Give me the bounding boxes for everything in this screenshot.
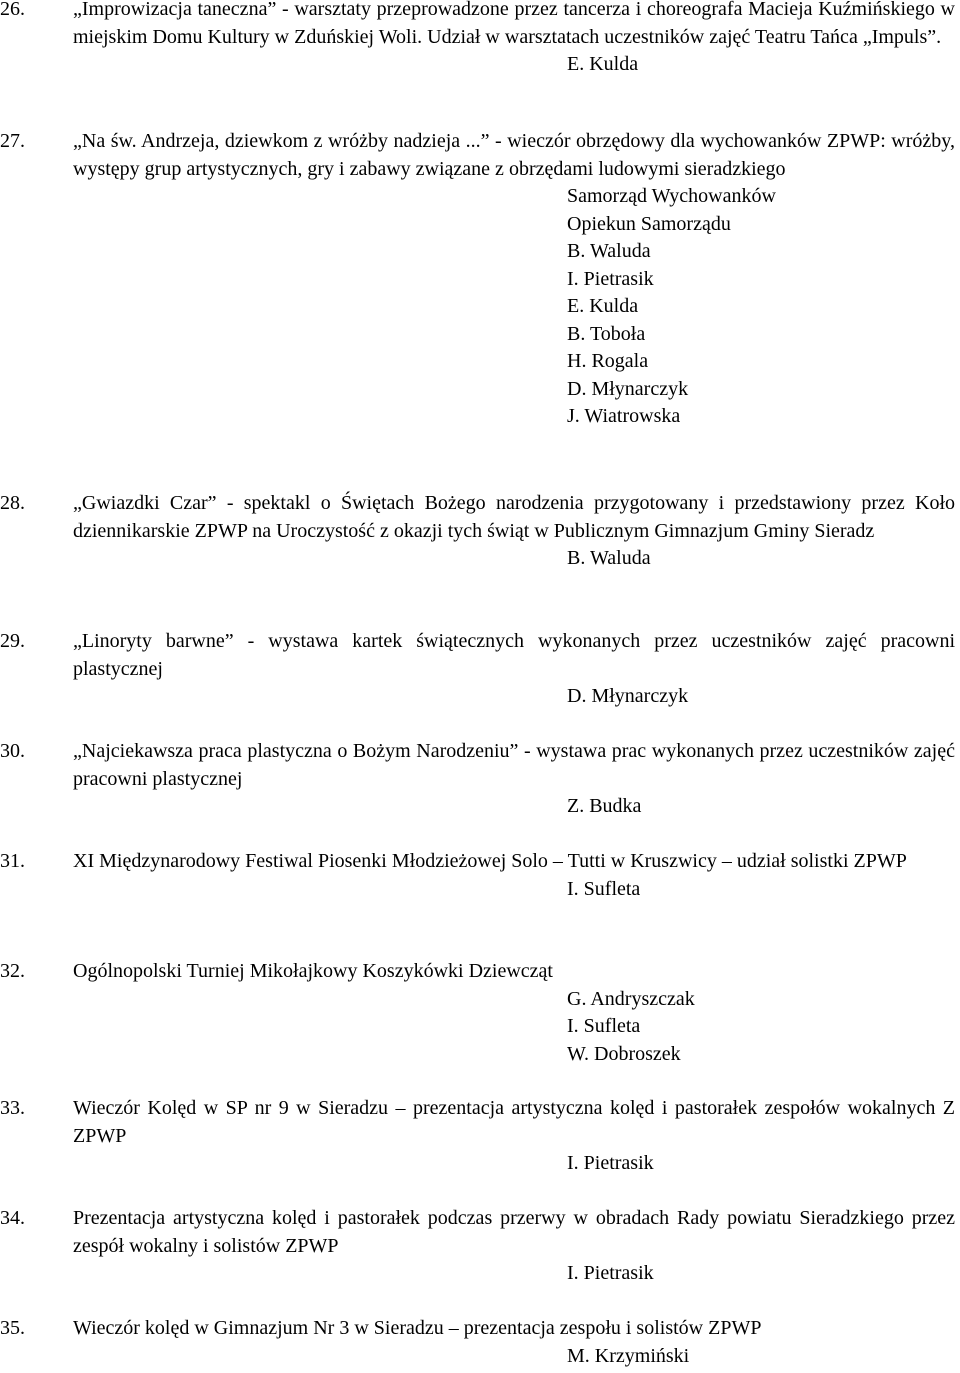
responsible-person: D. Młynarczyk: [567, 377, 689, 400]
list-item-27: [0, 128, 960, 431]
item-number: 26.: [0, 0, 25, 20]
item-number: 30.: [0, 740, 25, 762]
responsible-list: [567, 1260, 947, 1288]
responsible-person: G. Andryszczak: [567, 987, 695, 1010]
responsible-person: D. Młynarczyk: [567, 685, 689, 707]
list-item-30: [0, 738, 960, 821]
item-description: „Gwiazdki Czar” - spektakl o Świętach Bożego narodzenia przygotowany i przedstawiony przez Koło dziennikarskie ZPWP na Uroczystość z okazji tych świąt w Publicznym Gimnazjum Gminy Sieradz: [73, 492, 955, 542]
item-number: 32.: [0, 960, 25, 982]
item-description: „Najciekawsza praca plastyczna o Bożym Narodzeniu” - wystawa prac wykonanych przez uczestników zajęć pracowni plastycznej: [73, 740, 955, 790]
item-number: 29.: [0, 630, 25, 652]
item-number: 35.: [0, 1317, 25, 1339]
item-description: Wieczór kolęd w Gimnazjum Nr 3 w Sieradzu – prezentacja zespołu i solistów ZPWP: [73, 1317, 762, 1339]
list-item-35: [0, 1315, 960, 1370]
item-number: 27.: [0, 130, 25, 152]
list-item-33: [0, 1095, 960, 1178]
responsible-person: M. Krzymiński: [567, 1344, 690, 1367]
list-item-28: [0, 490, 960, 573]
responsible-person: I. Sufleta: [567, 877, 641, 900]
item-number: 34.: [0, 1207, 25, 1229]
item-description: Wieczór Kolęd w SP nr 9 w Sieradzu – prezentacja artystyczna kolęd i pastorałek zespołów wokalnych Z ZPWP: [73, 1097, 955, 1147]
responsible-person: Samorząd Wychowanków: [567, 185, 776, 207]
item-description: „Linoryty barwne” - wystawa kartek świątecznych wykonanych przez uczestników zajęć pracowni plastycznej: [73, 630, 955, 680]
list-item-31: [0, 848, 960, 903]
item-number: 33.: [0, 1097, 25, 1119]
responsible-person: W. Dobroszek: [567, 1042, 681, 1065]
responsible-list: [567, 51, 947, 79]
responsible-person: Opiekun Samorządu: [567, 212, 731, 235]
item-number: 31.: [0, 850, 25, 872]
responsible-person: I. Sufleta: [567, 1015, 641, 1037]
list-item-34: [0, 1205, 960, 1288]
responsible-person: I. Pietrasik: [567, 1152, 654, 1174]
responsible-person: B. Waluda: [567, 547, 651, 569]
responsible-list: [567, 986, 947, 1069]
list-item-32: [0, 958, 960, 1068]
responsible-person: I. Pietrasik: [567, 1262, 654, 1284]
responsible-list: [567, 876, 947, 904]
responsible-person: B. Toboła: [567, 322, 646, 345]
item-description: Prezentacja artystyczna kolęd i pastorałek podczas przerwy w obradach Rady powiatu Sieradzkiego przez zespół wokalny i solistów ZPWP: [73, 1207, 955, 1257]
item-description: XI Międzynarodowy Festiwal Piosenki Młodzieżowej Solo – Tutti w Kruszwicy – udział solistki ZPWP: [73, 850, 907, 872]
responsible-list: [567, 545, 947, 573]
responsible-list: [567, 1343, 947, 1371]
responsible-person: Z. Budka: [567, 795, 642, 817]
responsible-list: [567, 1150, 947, 1178]
item-description: Ogólnopolski Turniej Mikołajkowy Koszykówki Dziewcząt: [73, 960, 553, 982]
responsible-person: B. Waluda: [567, 240, 651, 262]
responsible-list: [567, 793, 947, 821]
responsible-person: I. Pietrasik: [567, 267, 654, 290]
responsible-person: E. Kulda: [567, 295, 639, 317]
item-description: „Improwizacja taneczna” - warsztaty przeprowadzone przez tancerza i choreografa Macieja Kuźmińskiego w miejskim Domu Kultury w Zduńskiej Woli. Udział w warsztatach uczestników zajęć Teatru Tańca „Impuls”.: [73, 0, 955, 48]
item-description: „Na św. Andrzeja, dziewkom z wróżby nadzieja ...” - wieczór obrzędowy dla wychowanków ZPWP: wróżby, występy grup artystycznych, gry i zabawy związane z obrzędami ludowymi sieradzkiego: [73, 130, 955, 180]
list-item-29: [0, 628, 960, 711]
responsible-person: H. Rogala: [567, 350, 649, 372]
responsible-list: [567, 683, 947, 711]
responsible-person: E. Kulda: [567, 53, 639, 75]
list-item-26: [0, 0, 960, 79]
responsible-list: [567, 183, 947, 431]
responsible-person: J. Wiatrowska: [567, 405, 681, 427]
item-number: 28.: [0, 492, 25, 514]
